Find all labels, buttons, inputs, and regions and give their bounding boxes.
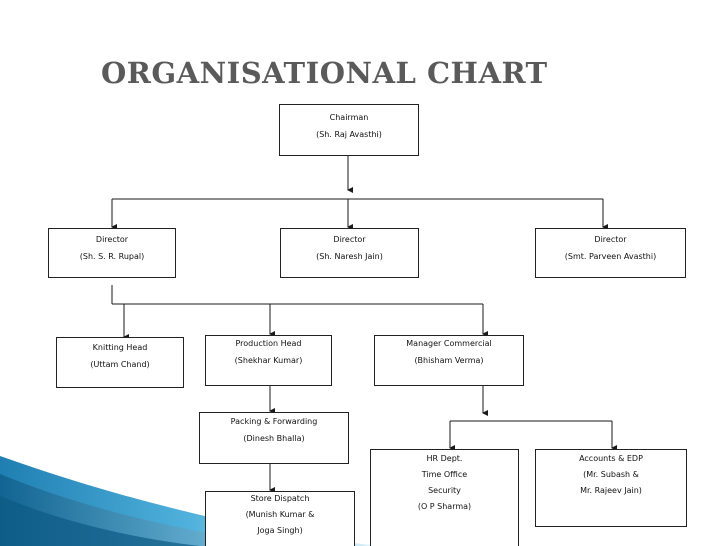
director-box-rupal <box>48 228 176 278</box>
store-dispatch-role: Store Dispatch <box>250 494 310 503</box>
knitting-head-name: (Uttam Chand) <box>90 360 150 369</box>
hr-dept-line1: HR Dept. <box>426 454 463 463</box>
store-dispatch-box <box>205 491 355 546</box>
director-name: (Sh. Naresh Jain) <box>316 252 383 261</box>
director-box-parveen <box>535 228 686 278</box>
production-head-name: (Shekhar Kumar) <box>234 356 303 365</box>
production-head-role: Production Head <box>235 339 302 348</box>
store-dispatch-name-line1: (Munish Kumar & <box>245 510 315 519</box>
director-role: Director <box>333 235 366 244</box>
manager-commercial-box <box>374 335 524 386</box>
production-head-box <box>205 335 332 386</box>
packing-forwarding-name: (Dinesh Bhalla) <box>243 434 305 443</box>
chairman-role: Chairman <box>329 113 369 122</box>
hr-dept-box <box>370 449 519 546</box>
director-box-naresh <box>280 228 419 278</box>
director-name: (Sh. S. R. Rupal) <box>79 252 145 261</box>
chairman-name: (Sh. Raj Avasthi) <box>316 130 382 139</box>
director-name: (Smt. Parveen Avasthi) <box>564 252 657 261</box>
hr-dept-line3: Security <box>428 486 461 495</box>
packing-forwarding-role: Packing & Forwarding <box>230 417 318 426</box>
director-role: Director <box>95 235 129 244</box>
store-dispatch-name-line2: Joga Singh) <box>257 526 303 535</box>
knitting-head-box <box>56 337 184 388</box>
manager-commercial-name: (Bhisham Verma) <box>414 356 484 365</box>
hr-dept-line2: Time Office <box>421 470 468 479</box>
accounts-edp-line1: Accounts & EDP <box>579 454 643 463</box>
knitting-head-role: Knitting Head <box>92 343 148 352</box>
packing-forwarding-box <box>199 412 349 464</box>
director-role: Director <box>594 235 627 244</box>
accounts-edp-line2: (Mr. Subash & <box>583 470 639 479</box>
manager-commercial-role: Manager Commercial <box>406 339 492 348</box>
chairman-box <box>279 104 419 156</box>
accounts-edp-line3: Mr. Rajeev Jain) <box>580 486 642 495</box>
hr-dept-line4: (O P Sharma) <box>417 502 472 511</box>
accounts-edp-box <box>535 449 687 527</box>
page-title: ORGANISATIONAL CHART <box>101 56 548 90</box>
